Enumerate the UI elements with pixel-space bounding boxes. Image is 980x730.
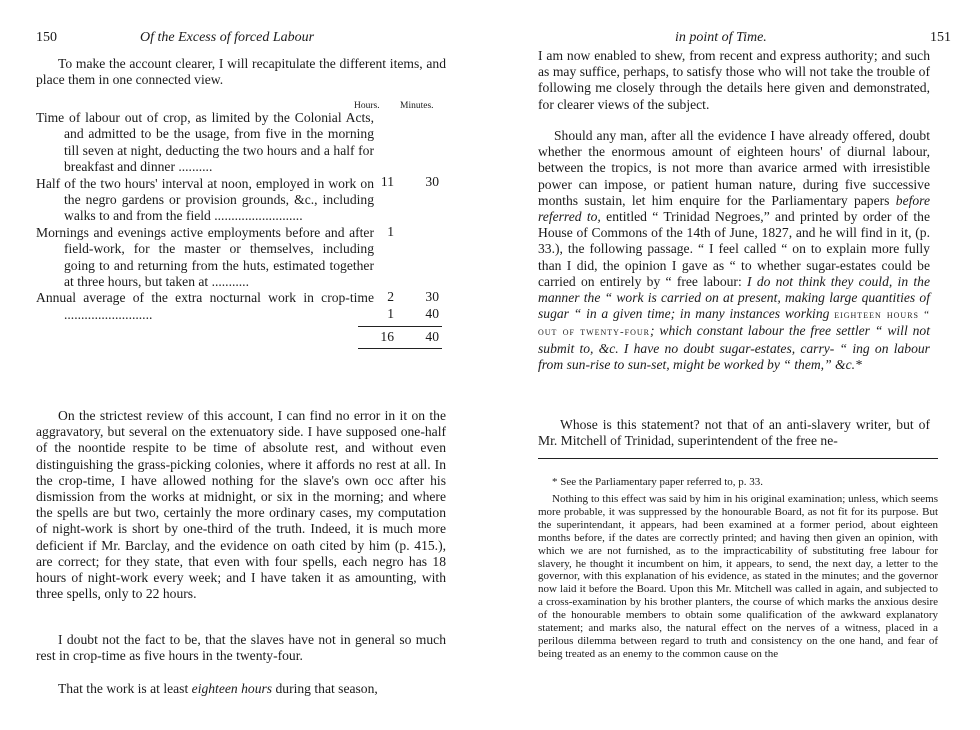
footnote-reference: * See the Parliamentary paper referred to, p. 33. — [552, 476, 764, 488]
quote-emphasis: I have no doubt sugar-estates, carry- “ ing on labour from sun-rise to sun-set, might be worked by “ them,” &c.* — [538, 340, 930, 372]
paragraph: On the strictest review of this account, I can find no error in it on the aggravatory, but several on the extenuatory side. I have supposed one-half of the noontide respite to be time of absolute rest, and without even distinguishing the grass-picking colonies, where it affords no rest at all. In the crop-time, I have allowed nothing for the slave's own occ after his dismission from the works at midnight, or six in the morning; and where the spells are but two, certainly the more ordinary cases, my computation of night-work is short by one-third of the truth. Indeed, it is much more deficient if Mr. Barclay, and the evidence on oath cited by him (p. 415.), are correct; for they state, that even with four spells, each negro has 18 hours of night-work every week; and I have taken it as amounting, with three spells, only to 22 hours. — [36, 408, 446, 602]
footnote: Nothing to this effect was said by him in his original examination; unless, which seems more probable, it was suppressed by the honourable Board, as not fit for its purpose. But the superintendant, it appears, had been examined at a former period, about eighteen months before, if the dates are correctly printed; and having then given an opinion, with which we are not furnished, as to the impracticability of substituting free labour for slavery, he thought it incumbent on him, it appears, to send, the next day, a letter to the governor, with this explanation of his evidence, as stated in the minutes; and the governor now laid it before the Board. Upon this Mr. Mitchell was called in again, and subjected to a cross-examination by his brother planters, the course of which marks the anxious desire of the honourable members to obtain some qualification of the awkward explanatory statement; and marks also, the natural effect on the nerves of a witness, placed in a perilous dilemma between regard to truth and consistency on the one hand, and fear of being treated as an enemy to the common cause on the — [538, 493, 938, 660]
paragraph — [538, 128, 930, 373]
text-run: Should any man, after all the evidence I have already offered, doubt whether the enormous amount of eighteen hours' of diurnal labour, between the tropics, is not more than avarice armed with irresistible power can impose, or patient human nature, during five successive months sustain, let him enquire for the Parliamentary papers — [538, 128, 930, 208]
row-hours: 1 — [387, 306, 394, 322]
row-hours: 2 — [387, 288, 394, 304]
row-hours: 1 — [387, 223, 394, 239]
row-minutes: 30 — [425, 174, 439, 189]
row-minutes: 30 — [425, 288, 439, 304]
quote-emphasis: I do not think they could, in the manner the “ work is carried on at present, making large quantities of sugar “ in a given time; in many instances working — [538, 273, 931, 322]
quote-run: “ I feel called “ on to explain more fully than I did, the opinion I gave as “ to whether sugar-estates could be carried on entirely by “ free labour: — [538, 241, 930, 289]
paragraph: I am now enabled to shew, from recent and express authority; and such as may suffice, perhaps, to satisfy those who will not take the trouble of following me closely through the details here given and demonstrated, for clearer views of the subject. — [538, 48, 930, 112]
quote-smallcaps: eighteen hours “ out of twenty-four — [538, 309, 930, 339]
total-rule — [358, 326, 442, 327]
running-head: Of the Excess of forced Labour — [140, 30, 315, 45]
total-hours: 16 — [380, 329, 394, 345]
row-label: Mornings and evenings active employments before and after field-work, for the master or themselves, including going to and returning from the huts, estimated together at three hours, but taken at ........... — [36, 224, 374, 290]
total-underline — [358, 348, 442, 349]
running-head: in point of Time. — [675, 30, 767, 45]
row-label: Half of the two hours' interval at noon, employed in work on the negro gardens or provision grounds, &c., including walks to and from the field .......................... — [36, 175, 374, 224]
row-label: Time of labour out of crop, as limited by the Colonial Acts, and admitted to be the usage, from five in the morning till seven at night, deducting the two hours and a half for breakfast and dinner .......... — [36, 110, 374, 175]
paragraph: I doubt not the fact to be, that the slaves have not in general so much rest in crop-time as five hours in the twenty-four. — [36, 632, 446, 664]
text-run: That the work is at least — [58, 681, 189, 696]
quote-emphasis: ; which constant labour the free settler “ will not submit to, &c. — [538, 323, 931, 356]
emphasis: eighteen hours — [191, 681, 273, 696]
table-row — [36, 224, 446, 304]
row-hours: 11 — [380, 174, 394, 189]
table-row — [36, 110, 446, 189]
paragraph: Whose is this statement? not that of an anti-slavery writer, but of Mr. Mitchell of Trinidad, superintendent of the free ne- — [538, 417, 930, 449]
total-minutes: 40 — [425, 329, 439, 345]
emphasis: before referred to, — [538, 192, 930, 225]
intro-paragraph: To make the account clearer, I will recapitulate the different items, and place them in one connected view. — [36, 56, 446, 88]
column-header-hours: Hours. — [354, 101, 380, 111]
row-label: Annual average of the extra nocturnal work in crop-time .......................... — [36, 290, 374, 322]
footnote-rule — [538, 458, 938, 459]
text-run: entitled “ Trinidad Negroes,” and printed by order of the House of Commons of the 14th of June, 1827, and he will find in it, (p. 33.), the following passage. — [538, 209, 930, 257]
right-page — [490, 0, 980, 730]
total-row — [36, 329, 446, 347]
text-run: during that season, — [275, 681, 378, 696]
table-row — [36, 175, 446, 239]
labour-account-table — [36, 101, 446, 345]
column-header-minutes: Minutes. — [400, 101, 434, 111]
page-number: 150 — [36, 30, 57, 45]
table-row — [36, 290, 446, 323]
paragraph — [36, 681, 446, 697]
page-number: 151 — [930, 30, 951, 45]
row-minutes: 40 — [425, 306, 439, 322]
